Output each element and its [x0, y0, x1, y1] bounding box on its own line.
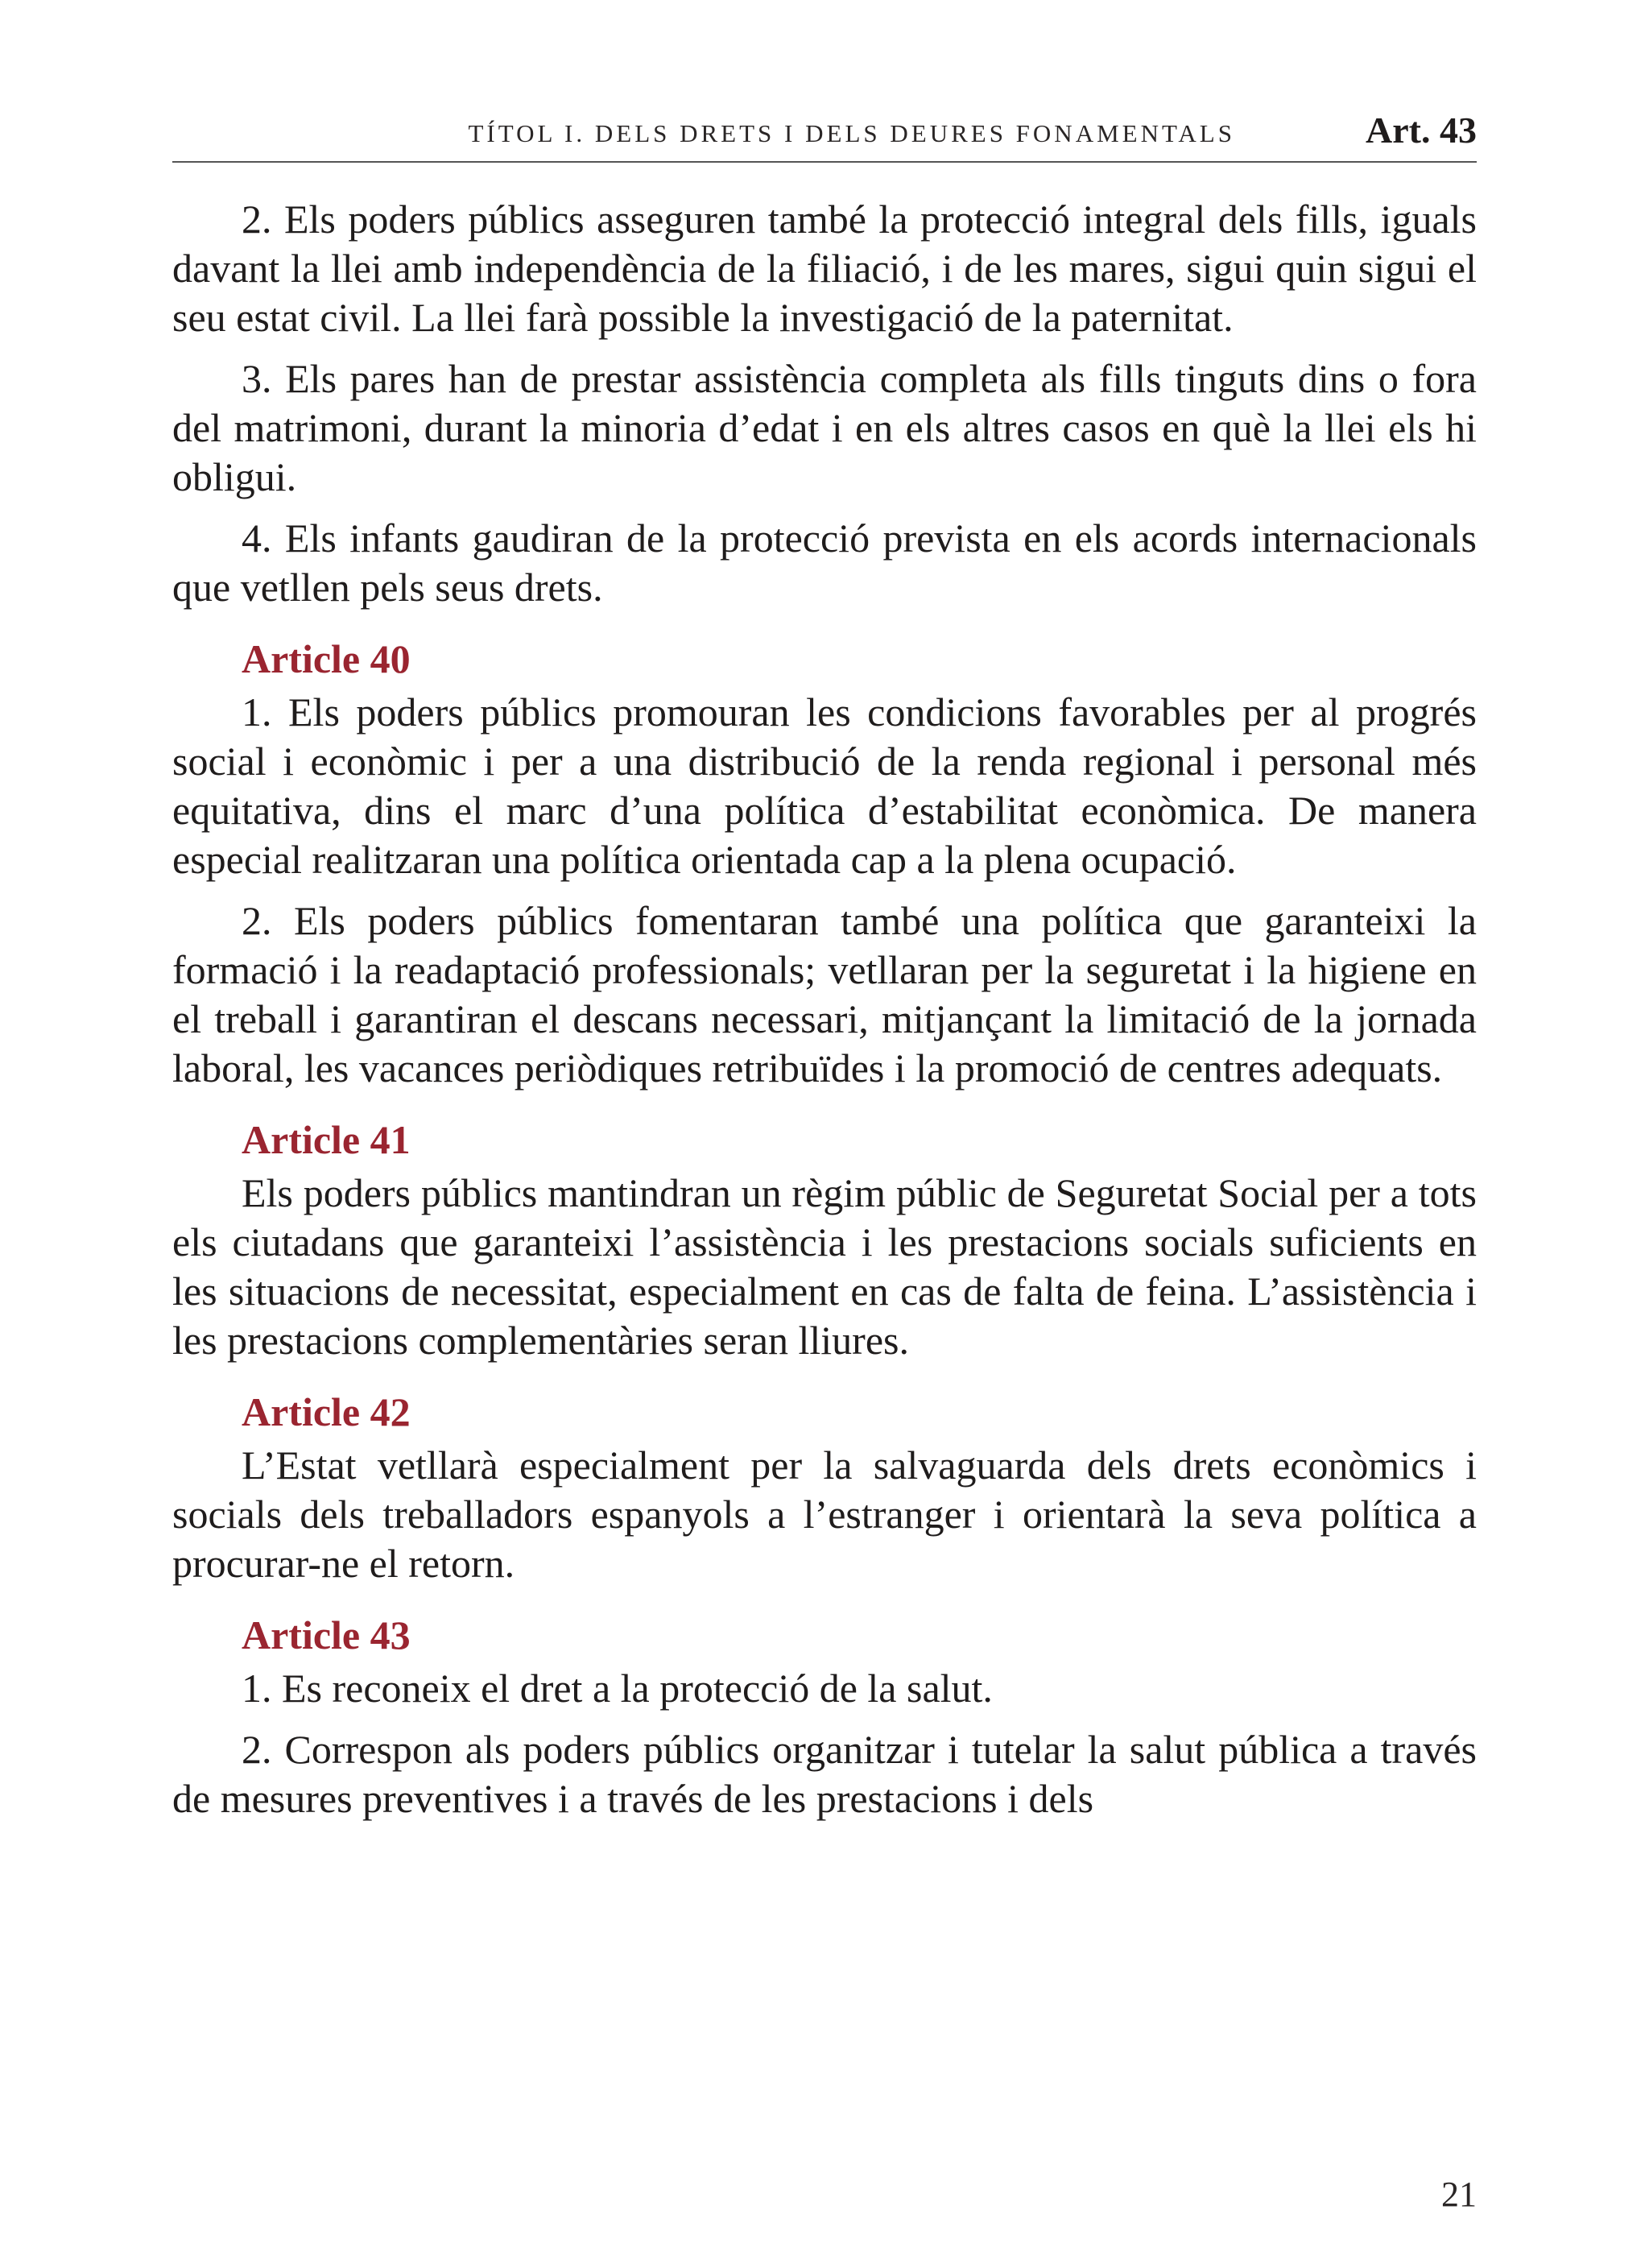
- article-heading: Article 43: [242, 1612, 411, 1658]
- paragraph: 2. Els poders públics fomentaran també una política que garanteixi la formació i la readaptació professionals; vetllaran per la seguretat i la higiene en el treball i garantiran el descans necessari, mitjançant la limitació de la jornada laboral, les vacances periòdiques retribuïdes i la promoció de centres adequats.: [172, 898, 1477, 1091]
- paragraph: 2. Els poders públics asseguren també la protecció integral dels fills, iguals davant la llei amb independència de la filiació, i de les mares, sigui quin sigui el seu estat civil. La llei farà possible la investigació de la paternitat.: [172, 197, 1477, 340]
- header-article-number: Art. 43: [1366, 110, 1477, 151]
- paragraph: L’Estat vetllarà especialment per la salvaguarda dels drets econòmics i socials dels treballadors espanyols a l’estranger i orientarà la seva política a procurar-ne el retorn.: [172, 1442, 1477, 1586]
- running-header: [172, 105, 1477, 163]
- page-content: [172, 195, 1477, 1823]
- paragraph: 1. Els poders públics promouran les condicions favorables per al progrés social i econòmic i per a una distribució de la renda regional i personal més equitativa, dins el marc d’una política d’estabilitat econòmica. De manera especial realitzaran una política orientada cap a la plena ocupació.: [172, 689, 1477, 882]
- article-heading: Article 42: [242, 1389, 411, 1434]
- paragraph: Els poders públics mantindran un règim públic de Seguretat Social per a tots els ciutadans que garanteixi l’assistència i les prestacions socials suficients en les situacions de necessitat, especialment en cas de falta de feina. L’assistència i les prestacions complementàries seran lliures.: [172, 1170, 1477, 1363]
- paragraph: 2. Correspon als poders públics organitzar i tutelar la salut pública a través de mesures preventives i a través de les prestacions i dels: [172, 1727, 1477, 1821]
- article-heading: Article 40: [242, 636, 411, 681]
- article-heading: Article 41: [242, 1117, 411, 1162]
- paragraph: 1. Es reconeix el dret a la protecció de la salut.: [242, 1666, 993, 1711]
- paragraph: 3. Els pares han de prestar assistència completa als fills tinguts dins o fora del matrimoni, durant la minoria d’edat i en els altres casos en què la llei els hi obligui.: [172, 356, 1477, 499]
- paragraph: 4. Els infants gaudiran de la protecció prevista en els acords internacionals que vetllen pels seus drets.: [172, 515, 1477, 610]
- document-page: [172, 105, 1477, 2215]
- page-number: 21: [1441, 2175, 1477, 2214]
- header-section-title: TÍTOL I. DELS DRETS I DELS DEURES FONAMENTALS: [468, 119, 1235, 147]
